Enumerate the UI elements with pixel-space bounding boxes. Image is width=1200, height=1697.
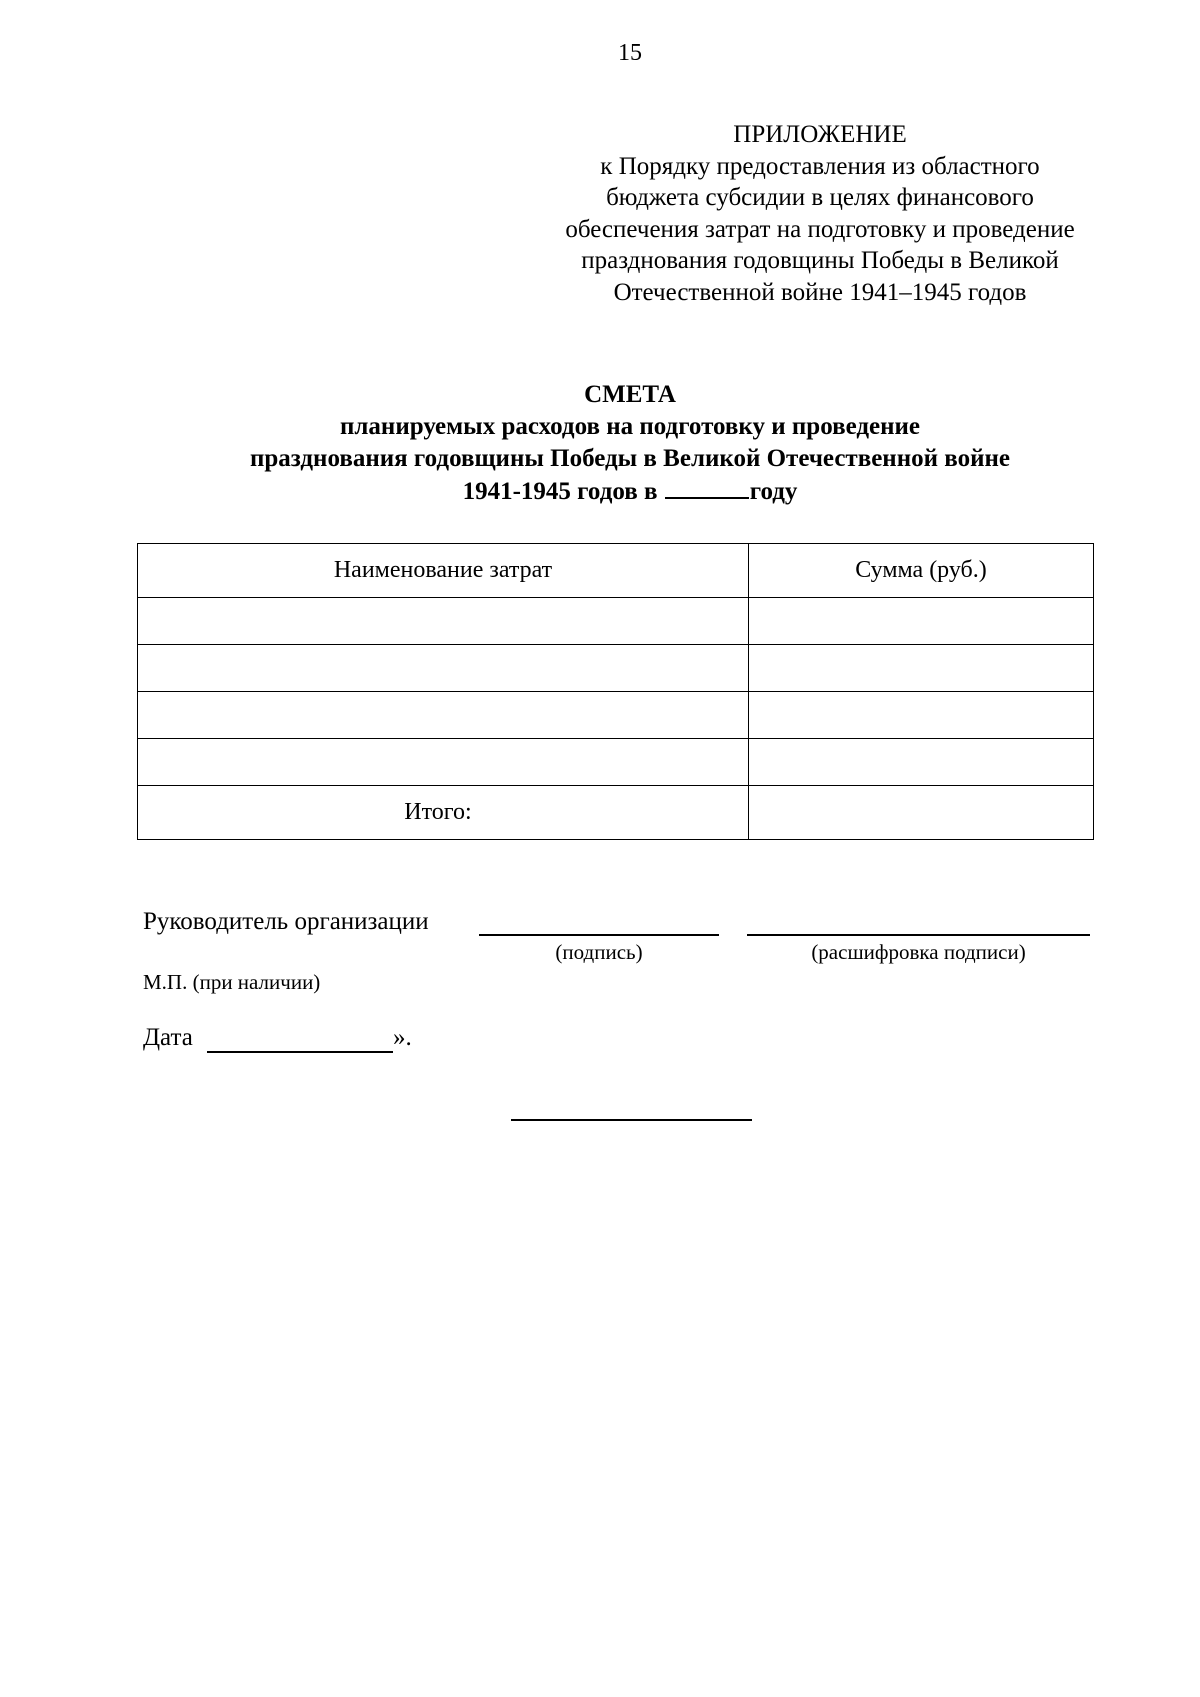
appendix-line: обеспечения затрат на подготовку и проведение — [565, 215, 1075, 243]
title-line-2: празднования годовщины Победы в Великой Отечественной войне — [250, 445, 1010, 472]
title-line-1: планируемых расходов на подготовку и проведение — [340, 413, 920, 440]
signature-caption: (подпись) — [555, 940, 643, 964]
amount-cell[interactable] — [749, 692, 1094, 739]
signature-decoding-blank-line[interactable] — [747, 934, 1090, 936]
total-label-cell — [138, 786, 749, 840]
appendix-heading: ПРИЛОЖЕНИЕ — [733, 121, 907, 148]
signature-label: Руководитель организации — [143, 908, 429, 935]
amount-cell[interactable] — [749, 645, 1094, 692]
appendix-line: празднования годовщины Победы в Великой — [581, 247, 1059, 274]
table-row — [138, 739, 1094, 786]
table-header-row — [138, 544, 1094, 598]
appendix-line: к Порядку предоставления из областного — [600, 152, 1040, 180]
table-row — [138, 645, 1094, 692]
stamp-note: М.П. (при наличии) — [143, 970, 321, 994]
title-heading: СМЕТА — [584, 381, 676, 408]
document-title — [0, 379, 1200, 508]
signature-decoding-caption: (расшифровка подписи) — [811, 940, 1026, 964]
date-blank-line[interactable] — [207, 1051, 393, 1053]
table-row — [138, 692, 1094, 739]
cost-name-cell[interactable] — [138, 739, 749, 786]
cost-name-cell[interactable] — [138, 645, 749, 692]
signature-blank-line[interactable] — [479, 934, 719, 936]
table-total-row — [138, 786, 1094, 840]
title-line-3-after: году — [749, 478, 798, 505]
end-separator-line — [511, 1119, 752, 1121]
table-row — [138, 598, 1094, 645]
amount-cell[interactable] — [749, 598, 1094, 645]
amount-cell[interactable] — [749, 739, 1094, 786]
total-value-cell[interactable] — [749, 786, 1094, 840]
appendix-line: бюджета субсидии в целях финансового — [606, 184, 1034, 211]
title-line-3-before: 1941-1945 годов в — [462, 478, 658, 505]
estimate-table — [137, 543, 1094, 840]
cost-name-cell[interactable] — [138, 692, 749, 739]
year-blank-field[interactable] — [665, 475, 749, 499]
date-label: Дата — [143, 1024, 193, 1051]
column-header-amount: Сумма (руб.) — [749, 544, 1094, 598]
column-header-cost-name: Наименование затрат — [138, 544, 749, 598]
cost-name-cell[interactable] — [138, 598, 749, 645]
total-label: Итого: — [404, 799, 472, 825]
appendix-line: Отечественной войне 1941–1945 годов — [613, 278, 1027, 306]
page-number: 15 — [618, 40, 642, 66]
title-line-3 — [0, 475, 1200, 508]
date-closing-quote: ». — [393, 1024, 412, 1051]
appendix-block — [520, 119, 1120, 308]
